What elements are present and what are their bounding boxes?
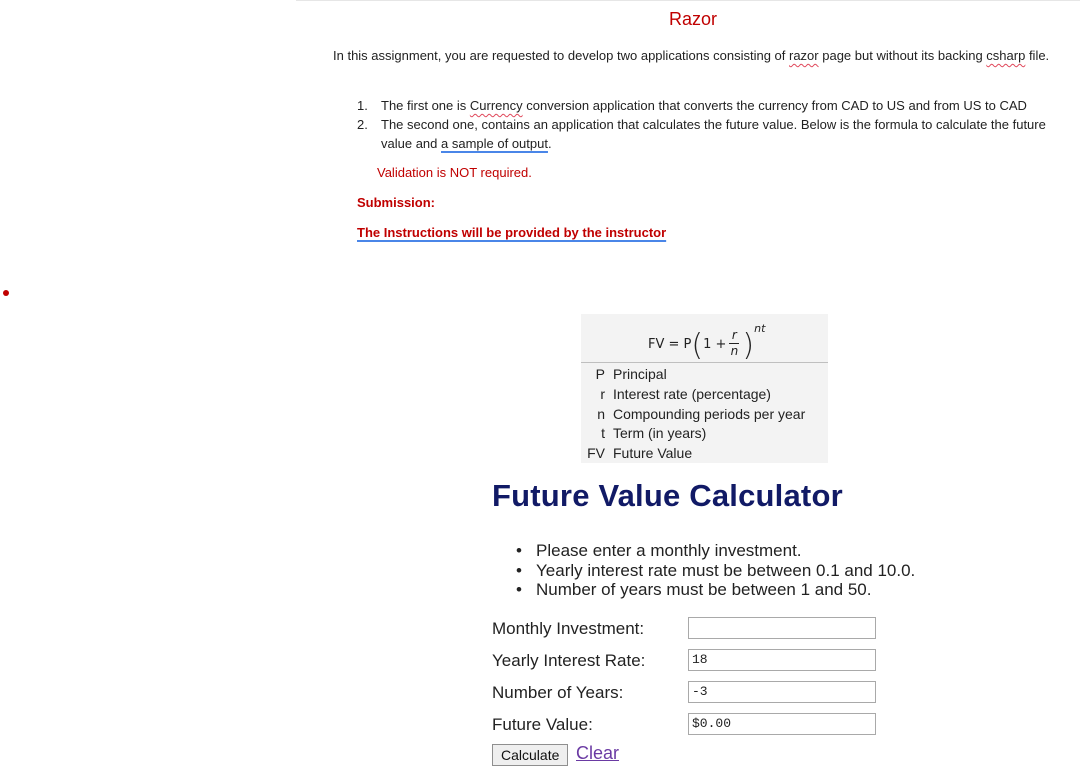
calculate-button[interactable]: Calculate <box>492 744 568 766</box>
interest-rate-input[interactable]: 18 <box>688 649 876 671</box>
monthly-investment-row <box>492 617 878 641</box>
list-item <box>357 115 1057 153</box>
intro-text-1: In this assignment, you are requested to develop two applications consisting of <box>333 48 789 63</box>
instruction-item: • Please enter a monthly investment. <box>516 541 915 561</box>
spelling-flag-csharp[interactable]: csharp <box>986 48 1026 63</box>
variable-symbol: FV <box>587 445 605 462</box>
future-value-formula: FV = $P(1 + \frac{r}{n} )^{nt}$ <box>648 322 766 363</box>
numbered-list <box>357 96 1057 153</box>
formula-lhs: FV = P <box>648 337 692 352</box>
list-text: The first one is <box>381 98 470 113</box>
instruction-item: • Yearly interest rate must be between 0.1 and 10.0. <box>516 561 915 581</box>
margin-bullet-mark <box>3 290 9 296</box>
formula-equation <box>581 314 828 363</box>
calculator-instructions <box>516 541 915 600</box>
variable-description: Principal <box>613 366 667 382</box>
validation-note: Validation is NOT required. <box>377 165 532 180</box>
years-label: Number of Years: <box>492 683 624 702</box>
years-row <box>492 681 878 705</box>
calculator-heading: Future Value Calculator <box>492 478 843 513</box>
future-value-output[interactable]: $0.00 <box>688 713 876 735</box>
monthly-investment-input[interactable] <box>688 617 876 639</box>
years-input[interactable]: -3 <box>688 681 876 703</box>
variable-description: Compounding periods per year <box>613 405 806 422</box>
interest-rate-label: Yearly Interest Rate: <box>492 651 646 670</box>
future-value-label: Future Value: <box>492 715 593 734</box>
variable-description: Future Value <box>613 445 693 462</box>
formula-exponent: nt <box>754 322 766 335</box>
formula-variable-list <box>581 365 828 464</box>
interest-rate-row <box>492 649 878 673</box>
variable-symbol: t <box>601 425 605 442</box>
list-item <box>357 96 1057 115</box>
list-text: . <box>547 136 552 151</box>
formula-figure <box>581 314 828 463</box>
formula-one-plus: 1 + <box>703 337 727 352</box>
formula-denominator: n <box>730 344 739 358</box>
monthly-investment-label: Monthly Investment: <box>492 619 645 638</box>
variable-row <box>581 385 828 405</box>
variable-symbol: r <box>600 385 605 402</box>
variable-row <box>581 365 828 385</box>
variable-row <box>581 405 828 425</box>
clear-link[interactable]: Clear <box>576 743 620 763</box>
variable-row <box>581 444 828 464</box>
list-number: 2. <box>357 117 368 132</box>
grammar-flag-sample-output[interactable]: a sample of output <box>441 136 548 151</box>
variable-description: Term (in years) <box>613 425 707 442</box>
list-number: 1. <box>357 98 368 113</box>
instructions-line: The Instructions will be provided by the instructor <box>357 225 667 240</box>
formula-fraction <box>729 329 739 358</box>
spelling-flag-razor[interactable]: razor <box>789 48 819 63</box>
future-value-row <box>492 713 878 737</box>
formula-numerator: r <box>731 328 737 342</box>
list-text: The second one, contains an application that calculates the future value. Below is the formula to calculate the future value and <box>381 117 1046 151</box>
submission-heading: Submission: <box>357 195 436 210</box>
intro-text-3: file. <box>1025 48 1050 63</box>
intro-text-2: page but without its backing <box>818 48 987 63</box>
variable-symbol: P <box>595 366 605 382</box>
variable-symbol: n <box>597 405 605 422</box>
document-title: Razor <box>668 9 717 29</box>
list-text: conversion application that converts the currency from CAD to US and from US to CAD <box>522 98 1027 113</box>
spelling-flag-currency[interactable]: Currency <box>469 98 523 113</box>
instruction-item: • Number of years must be between 1 and 50. <box>516 580 915 600</box>
variable-description: Interest rate (percentage) <box>613 385 771 402</box>
page-top-edge <box>296 0 1080 1</box>
intro-paragraph <box>333 46 1063 65</box>
variable-row <box>581 424 828 444</box>
